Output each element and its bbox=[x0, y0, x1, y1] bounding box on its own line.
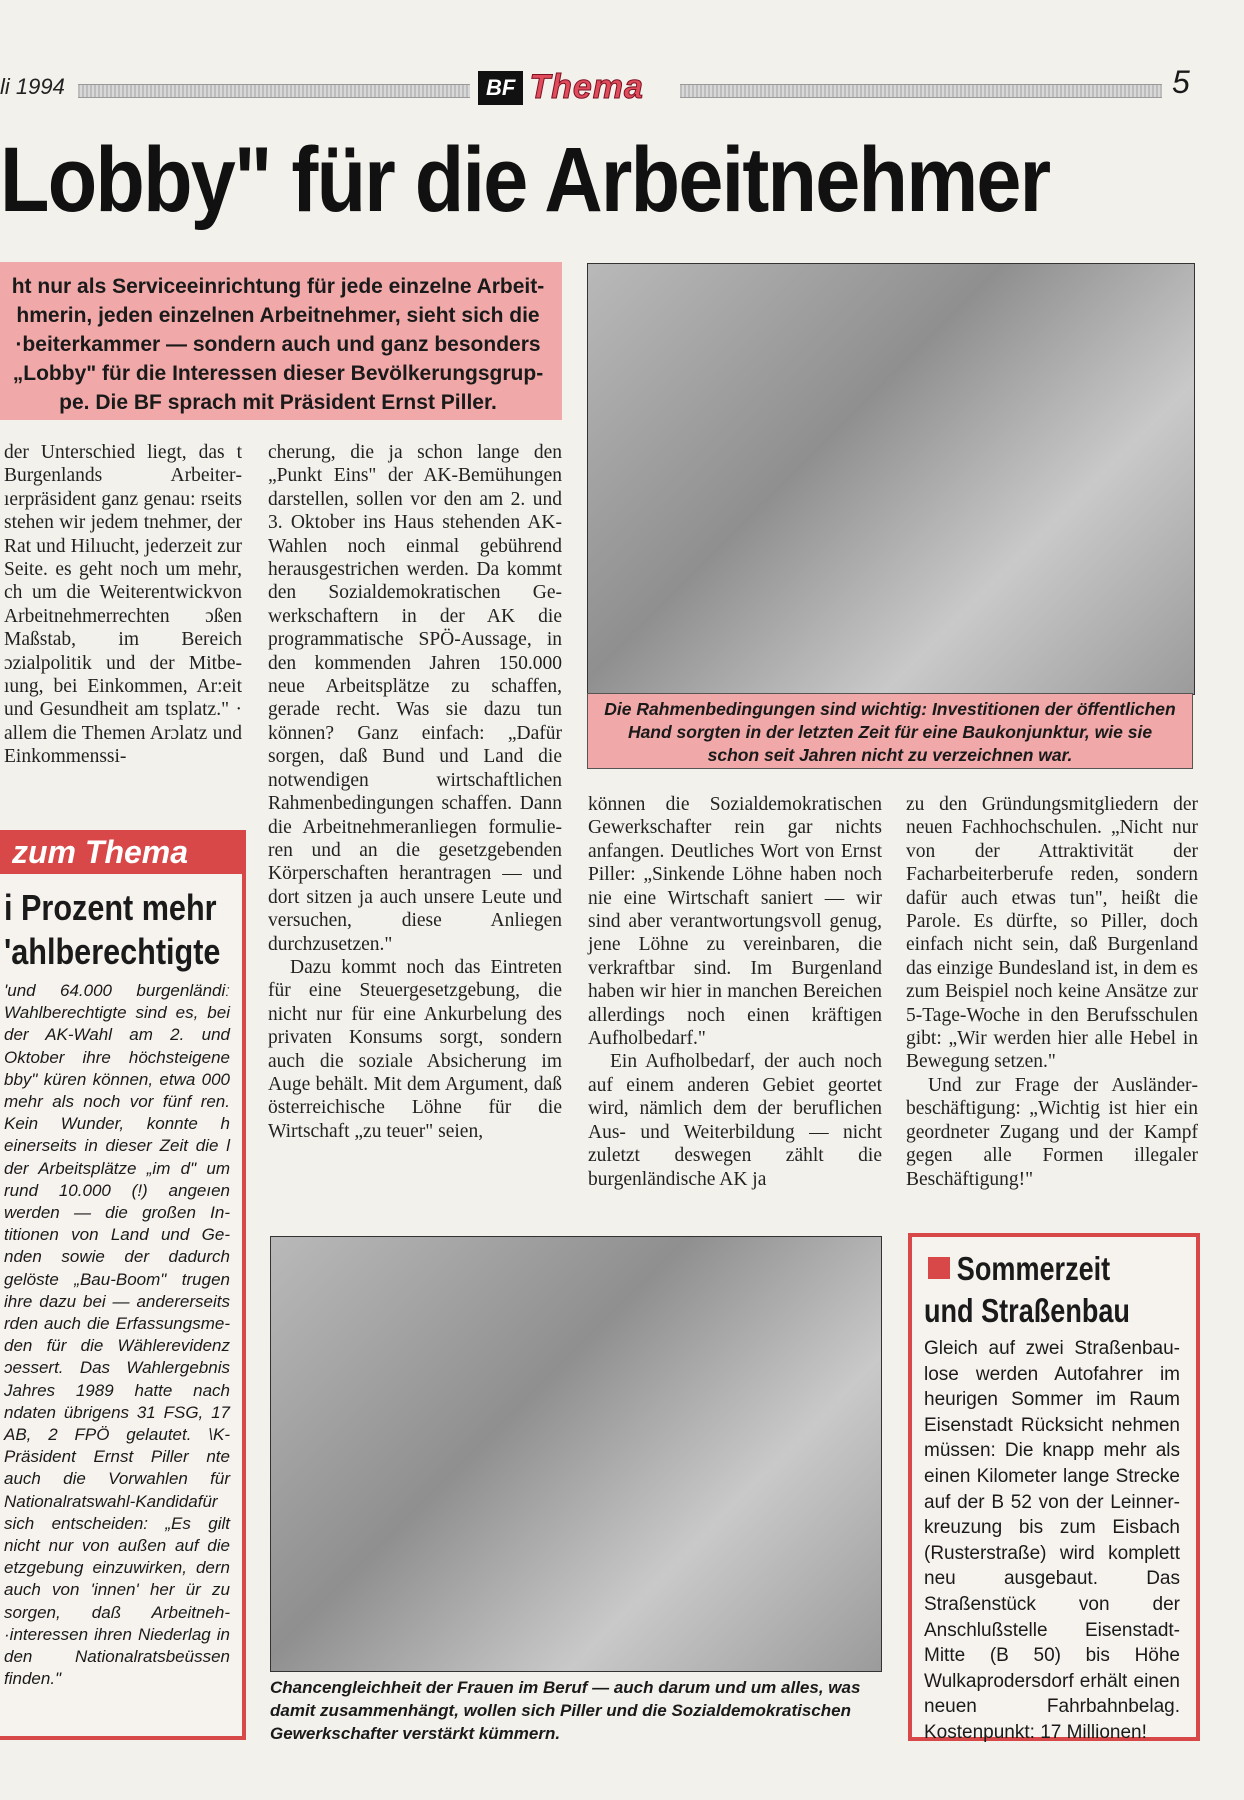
column-3-paragraph-1: können die Sozialdemokratischen Gewerkschafter rein gar nichts anfangen. Deutliches Wort von Ernst Piller: „Sinkende Löhne haben noch nie eine Wirtschaft saniert — wir sind aber verantwortungsvoll genug, jene Löhne zu vereinbaren, die verkraftbar sind. Im Burgenland haben wir hier in manchen Bereichen allerdings noch einen kräftigen Aufholbedarf." bbox=[588, 794, 882, 1050]
column-1-text: der Unterschied liegt, das t Burgenlands Arbeiterıerpräsident ganz genau: rseits stehen wir jedem tnehmer, der Rat und Hilıucht, jederzeit zur Seite. es geht noch um mehr, ch um die Weiterentwickvon Arbeitnehmerrechten ɔßen Maßstab, im Bereich ɔzialpolitik und der Mitbeıung, bei Einkommen, Ar:eit und Gesundheit am tsplatz." · allem die Themen Arɔlatz und Einkommenssi- bbox=[4, 442, 242, 768]
zum-thema-body: 'und 64.000 burgenländiː Wahlberechtigte sind es, bei der AK-Wahl am 2. und Oktober ihre höchsteigene bby" küren können, etwa 000 mehr als noch vor fünf ren. Kein Wunder, konnte h einerseits in dieser Zeit die l der Arbeitsplätze „im d" um rund 10.000 (!) angeıen werden — die großen Intitionen von Land und Genden sowie der dadurch gelöste „Bau-Boom" trugen ihre dazu bei — andererseits rden auch die Erfassungsmeden für die Wählerevidenz ɔessert. Das Wahlergebnis Jahres 1989 hatte nach ndaten übrigens 31 FSG, 17 AB, 2 FPÖ gelautet. \K-Präsident Ernst Piller nte auch die Vorwahlen für Nationalratswahl-Kandidafür sich entscheiden: „Es gilt nicht nur von außen auf die etzgebung einzuwirken, dern auch von 'innen' her ür zu sorgen, daß Arbeitneh·interessen ihren Niederlag in den Nationalratsbeüssen finden." bbox=[4, 981, 230, 1689]
sommerzeit-title-line-1: Sommerzeit bbox=[956, 1250, 1111, 1287]
lead-box: ht nur als Serviceeinrichtung für jede einzelne Arbeithmerin, jeden einzelnen Arbeitnehmer, sieht sich die ·beiterkammer — sondern auch und ganz besonders „Lobby" für die Interessen dieser Bevölkerungsgruppe. Die BF sprach mit Präsident Ernst Piller. bbox=[0, 262, 562, 420]
sommerzeit-text bbox=[924, 1336, 1180, 1746]
column-2-paragraph-2: Dazu kommt noch das Eintreten für eine Steuergesetzgebung, die nicht nur für eine Ankurbelung des privaten Konsums sorgt, sondern auch die soziale Absicherung im Auge behält. Mit dem Argument, daß österreichische Löhne für die Wirtschaft „zu teuer" seien, bbox=[268, 956, 562, 1142]
headline: Lobby" für die Arbeitnehmer bbox=[0, 129, 1050, 231]
construction-handshake-photo bbox=[587, 263, 1195, 695]
column-2-paragraph-1: cherung, die ja schon lange den „Punkt Eins" der AK-Bemühungen darstellen, sollen vor den am 2. und 3. Oktober ins Haus stehenden AK-Wahlen noch einmal gebührend herausgestrichen werden. Da kommt den Sozialdemokratischen Gewerkschaftern in der AK die programmatische SPÖ-Aussage, in den kommenden Jahren 150.000 neue Arbeitsplätze zu schaffen, gerade recht. Was sie dazu tun können? Ganz einfach: „Dafür sorgen, daß Bund und Land die notwendigen wirtschaftlichen Rahmenbedingungen schaffen. Dann die Arbeitnehmeranliegen formulieren und an die gesetzgebenden Körperschaften herantragen — und dort sitzen ja auch unsere Leute und versuchen, diese Anliegen durchzusetzen." bbox=[268, 442, 562, 955]
sommerzeit-title bbox=[924, 1248, 1147, 1332]
column-4-paragraph-1: zu den Gründungsmitgliedern der neuen Fachhochschulen. „Nicht nur von der Attraktivität der Facharbeiterberufe reden, sondern dafür auch etwas tun", heißt die Parole. Es dürfte, so Piller, doch einfach nicht sein, daß Burgenland das einzige Bundesland ist, in dem es zum Beispiel noch keine Ansätze zur 5-Tage-Woche in den Berufsschulen gibt: „Wir werden hier alle Hebel in Bewegung setzen." bbox=[906, 794, 1198, 1073]
article-column-1 bbox=[4, 441, 242, 769]
sommerzeit-body: Gleich auf zwei Straßenbaulose werden Autofahrer im heurigen Sommer im Raum Eisenstadt Rücksicht nehmen müssen: Die knapp mehr als einen Kilometer lange Strecke auf der B 52 von der Leinnerkreuzung bis zum Eisbach (Rusterstraße) wird komplett neu ausgebaut. Das Straßenstück von der Anschlußstelle Eisenstadt-Mitte (B 50) bis Höhe Wulkaprodersdorf erhält einen neuen Fahrbahnbelag. Kostenpunkt: 17 Millionen! bbox=[924, 1338, 1180, 1743]
section-logo bbox=[478, 68, 644, 107]
section-name: Thema bbox=[529, 68, 644, 106]
header-rule-left bbox=[78, 84, 470, 98]
zum-thema-title bbox=[4, 886, 221, 974]
sommerzeit-title-line-2: und Straßenbau bbox=[924, 1292, 1130, 1329]
column-3-paragraph-2: Ein Aufholbedarf, der auch noch auf einem anderen Gebiet geortet wird, nämlich dem der beruflichen Aus- und Weiterbildung — nicht zuletzt deswegen zählt die burgenländische AK ja bbox=[588, 1051, 882, 1190]
article-column-4 bbox=[906, 793, 1198, 1191]
factory-visit-photo bbox=[270, 1236, 882, 1672]
zum-thema-title-line-1: i Prozent mehr bbox=[4, 887, 217, 928]
bf-logo: BF bbox=[478, 71, 523, 105]
article-column-2 bbox=[268, 441, 562, 1143]
zum-thema-text bbox=[4, 980, 230, 1691]
zum-thema-title-line-2: 'ahlberechtigte bbox=[4, 931, 221, 972]
photo-2-caption: Chancengleichheit der Frauen im Beruf — auch darum und um alles, was damit zusammenhängt, wollen sich Piller und die Sozialdemokratischen Gewerkschafter verstärkt kümmern. bbox=[270, 1678, 861, 1743]
issue-date: li 1994 bbox=[0, 74, 65, 99]
header-rule-right bbox=[680, 84, 1162, 98]
zum-thema-label: zum Thema bbox=[0, 830, 246, 874]
photo-1-caption: Die Rahmenbedingungen sind wichtig: Investitionen der öffentlichen Hand sorgten in der letzten Zeit für eine Baukonjunktur, wie sie schon seit Jahren nicht zu verzeichnen war. bbox=[587, 693, 1193, 769]
article-column-3 bbox=[588, 793, 882, 1191]
column-4-paragraph-2: Und zur Frage der Ausländerbeschäftigung: „Wichtig ist hier ein geordneter Zugang und der Kampf gegen alle Formen illegaler Beschäftigung!" bbox=[906, 1074, 1198, 1190]
page-number: 5 bbox=[1172, 64, 1190, 100]
